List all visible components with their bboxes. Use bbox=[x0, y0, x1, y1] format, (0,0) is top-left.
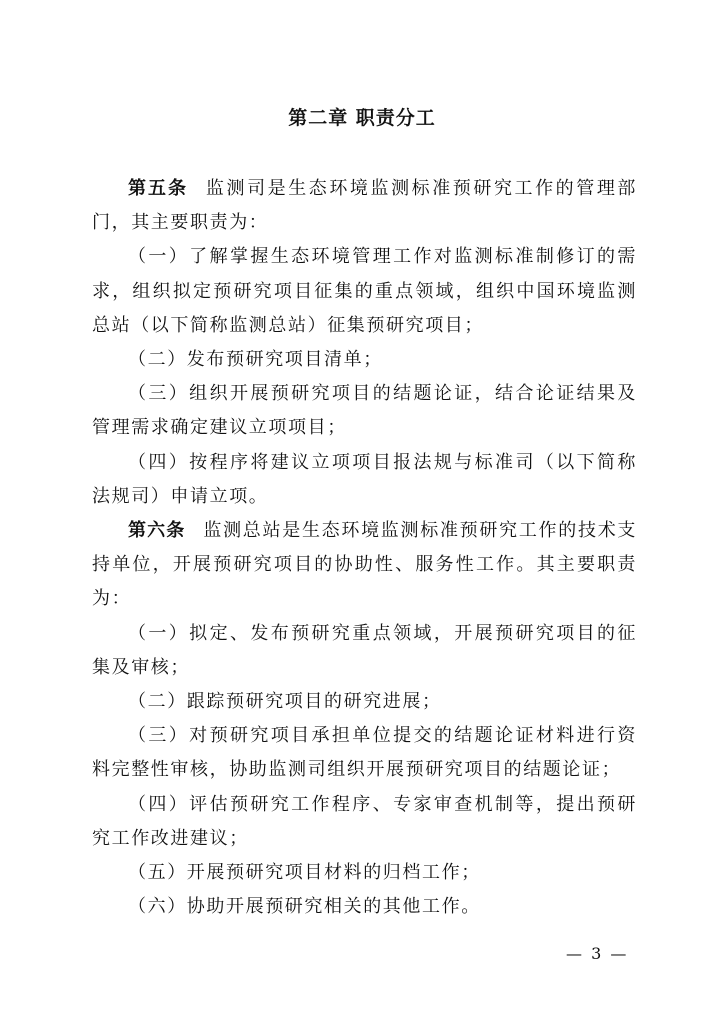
article-intro: 监测司是生态环境监测标准预研究工作的管理部门，其主要职责为： bbox=[92, 178, 637, 234]
article-paragraph bbox=[92, 172, 637, 240]
list-item: （四）按程序将建议立项项目报法规与标准司（以下简称法规司）申请立项。 bbox=[92, 451, 637, 507]
article-paragraph bbox=[92, 514, 637, 617]
article-intro: 监测总站是生态环境监测标准预研究工作的技术支持单位，开展预研究项目的协助性、服务性工作。其主要职责为： bbox=[92, 520, 638, 610]
list-item: （五）开展预研究项目材料的归档工作； bbox=[128, 862, 481, 884]
list-item: （四）评估预研究工作程序、专家审查机制等，提出预研究工作改进建议； bbox=[92, 793, 637, 849]
list-item: （三）对预研究项目承担单位提交的结题论证材料进行资料完整性审核，协助监测司组织开展预研究项目的结题论证； bbox=[92, 725, 637, 781]
list-item: （三）组织开展预研究项目的结题论证，结合论证结果及管理需求确定建议立项项目； bbox=[92, 383, 637, 439]
article-label: 第五条 bbox=[128, 178, 188, 199]
list-item: （二）发布预研究项目清单； bbox=[128, 349, 383, 371]
list-item: （六）协助开展预研究相关的其他工作。 bbox=[128, 896, 481, 918]
page-number: — 3 — bbox=[566, 944, 629, 963]
list-item: （一）了解掌握生态环境管理工作对监测标准制修订的需求，组织拟定预研究项目征集的重点领域，组织中国环境监测总站（以下简称监测总站）征集预研究项目； bbox=[92, 246, 637, 336]
list-item: （二）跟踪预研究项目的研究进展； bbox=[128, 691, 442, 713]
chapter-title: 第二章 职责分工 bbox=[288, 107, 436, 129]
article-label: 第六条 bbox=[128, 520, 186, 542]
list-item: （一）拟定、发布预研究重点领域，开展预研究项目的征集及审核； bbox=[92, 622, 637, 678]
document-body bbox=[92, 172, 637, 924]
